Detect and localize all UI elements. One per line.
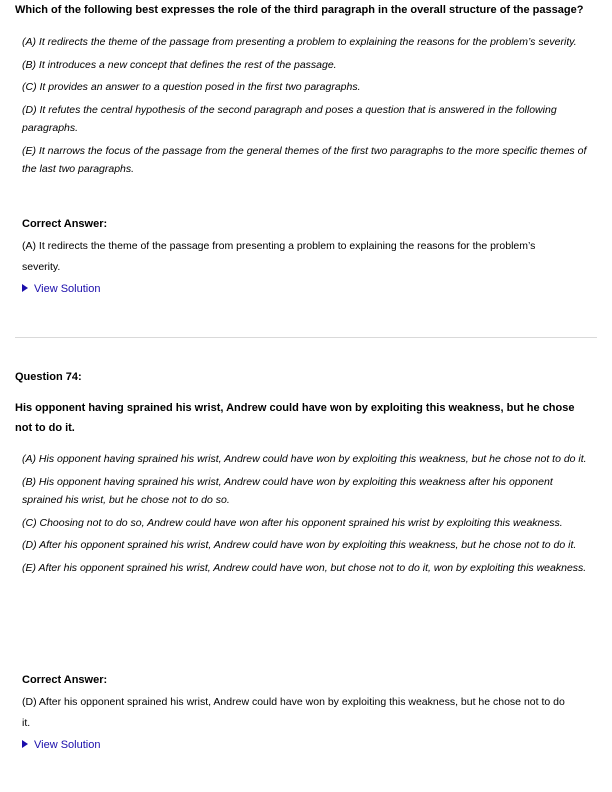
view-solution-link[interactable] bbox=[22, 282, 100, 296]
correct-answer-label: Correct Answer: bbox=[22, 218, 108, 230]
question-74-number: Question 74: bbox=[15, 371, 82, 383]
view-solution-link[interactable] bbox=[22, 738, 100, 752]
question-divider bbox=[15, 337, 597, 338]
expand-triangle-icon bbox=[22, 284, 28, 292]
question-73-options bbox=[22, 33, 594, 183]
option-e[interactable]: (E) After his opponent sprained his wrist, Andrew could have won, but chose not to do it, won by exploiting this weakness. bbox=[22, 561, 587, 574]
view-solution-label: View Solution bbox=[34, 283, 101, 295]
expand-triangle-icon bbox=[22, 740, 28, 748]
question-73-prompt: Which of the following best expresses the role of the third paragraph in the overall structure of the passage? bbox=[15, 4, 584, 16]
question-74-options bbox=[22, 450, 594, 581]
correct-answer-text: (A) It redirects the theme of the passage from presenting a problem to explaining the reasons for the problem’s severity. bbox=[22, 240, 536, 273]
option-d[interactable]: (D) After his opponent sprained his wrist, Andrew could have won by exploiting this weakness, but he chose not to do it. bbox=[22, 539, 577, 551]
option-b[interactable]: (B) His opponent having sprained his wrist, Andrew could have won by exploiting this weakness after his opponent sprained his wrist, but he chose not to do so. bbox=[22, 475, 553, 506]
option-b[interactable]: (B) It introduces a new concept that defines the rest of the passage. bbox=[22, 58, 337, 71]
option-d[interactable]: (D) It refutes the central hypothesis of the second paragraph and poses a question that is answered in the following paragraphs. bbox=[22, 103, 557, 134]
option-a[interactable]: (A) His opponent having sprained his wrist, Andrew could have won by exploiting this weakness, but he chose not to do it. bbox=[22, 453, 587, 465]
option-a[interactable]: (A) It redirects the theme of the passage from presenting a problem to explaining the reasons for the problem’s severity. bbox=[22, 36, 577, 48]
correct-answer-label: Correct Answer: bbox=[22, 674, 108, 686]
correct-answer-text: (D) After his opponent sprained his wrist, Andrew could have won by exploiting this weakness, but he chose not to do it. bbox=[22, 696, 565, 729]
option-e[interactable]: (E) It narrows the focus of the passage from the general themes of the first two paragraphs to the more specific themes of the last two paragraphs. bbox=[22, 144, 587, 175]
view-solution-label: View Solution bbox=[34, 739, 101, 751]
option-c[interactable]: (C) It provides an answer to a question posed in the first two paragraphs. bbox=[22, 81, 361, 93]
question-74-prompt: His opponent having sprained his wrist, Andrew could have won by exploiting this weakness, but he chose not to do it. bbox=[15, 402, 575, 434]
option-c[interactable]: (C) Choosing not to do so, Andrew could have won after his opponent sprained his wrist by exploiting this weakness. bbox=[22, 516, 563, 529]
